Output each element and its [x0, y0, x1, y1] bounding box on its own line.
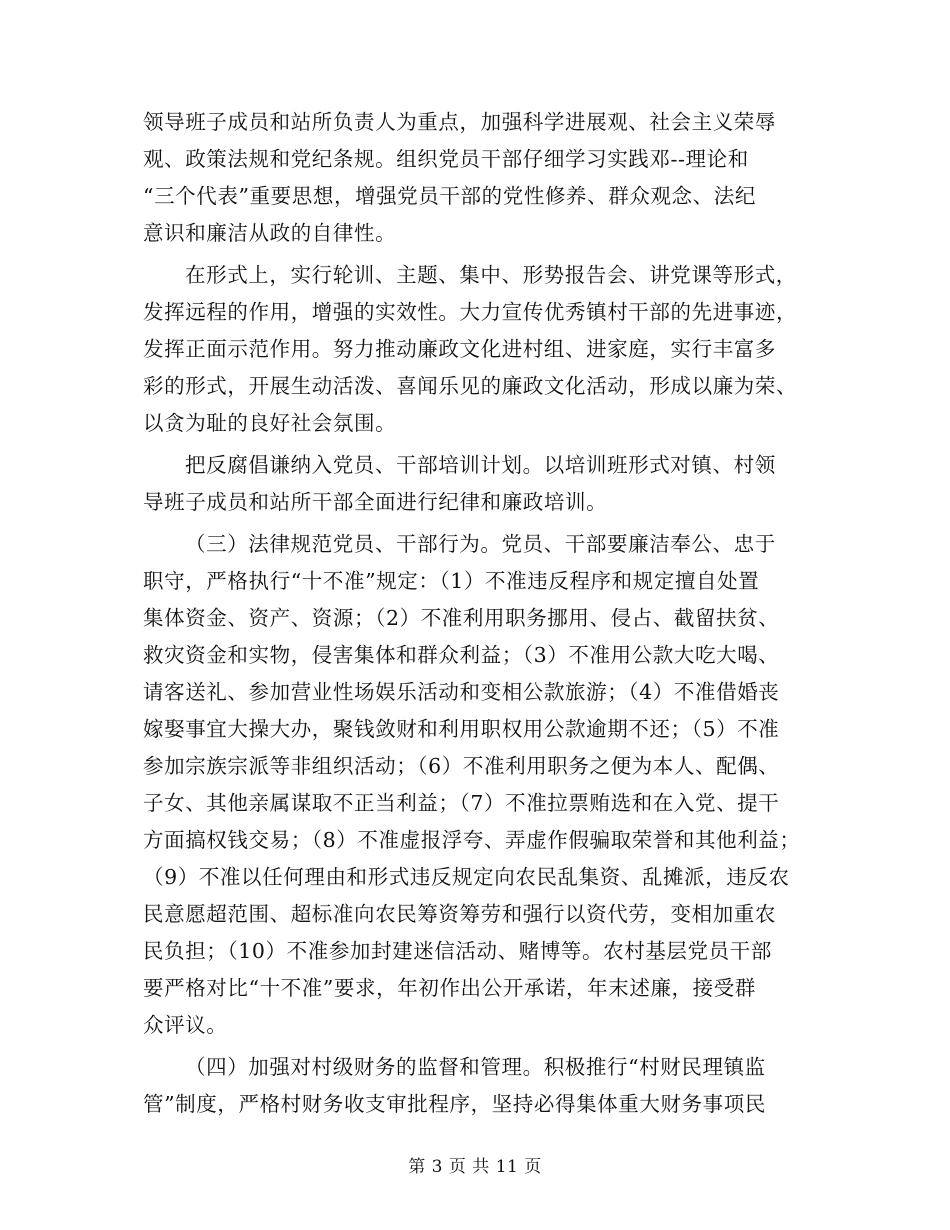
text-line: 以贪为耻的良好社会氛围。 [143, 411, 397, 435]
text-line: 观、政策法规和党纪条规。组织党员干部仔细学习实践邓--理论和 [143, 147, 749, 171]
text-line: 民意愿超范围、超标准向农民筹资筹劳和强行以资代劳，变相加重农 [143, 902, 776, 926]
text-line: 领导班子成员和站所负责人为重点，加强科学进展观、社会主义荣辱 [143, 110, 776, 134]
text-line: 导班子成员和站所干部全面进行纪律和廉政培训。 [143, 490, 608, 514]
document-body [143, 104, 808, 1123]
text-line: 管”制度，严格村财务收支审批程序，坚持必得集体重大财务事项民 [143, 1092, 766, 1116]
paragraph [143, 104, 808, 252]
text-line: 发挥正面示范作用。努力推动廉政文化进村组、进家庭，实行丰富多 [143, 337, 776, 361]
paragraph [143, 257, 808, 442]
paragraph [143, 447, 808, 521]
text-line: 要严格对比“十不准”要求，年初作出公开承诺，年末述廉，接受群 [143, 976, 756, 1000]
text-line: 把反腐倡谦纳入党员、干部培训计划。以培训班形式对镇、村领 [185, 453, 776, 477]
text-line: 发挥远程的作用，增强的实效性。大力宣传优秀镇村干部的先进事迹， [143, 300, 798, 324]
text-line: 民负担；（10）不准参加封建迷信活动、赌博等。农村基层党员干部 [143, 939, 772, 963]
text-line: 在形式上，实行轮训、主题、集中、形势报告会、讲党课等形式， [185, 263, 797, 287]
text-line: 请客送礼、参加营业性场娱乐活动和变相公款旅游；（4）不准借婚丧 [143, 680, 780, 704]
page-footer: 第 3 页 共 11 页 [408, 1157, 542, 1177]
text-line: （四）加强对村级财务的监督和管理。积极推行“村财民理镇监 [185, 1055, 766, 1079]
text-line: 救灾资金和实物，侵害集体和群众利益；（3）不准用公款大吃大喝、 [143, 643, 780, 667]
paragraph [143, 526, 808, 1044]
text-line: （9）不准以任何理由和形式违反规定向农民乱集资、乱摊派，违反农 [143, 865, 790, 889]
text-line: 众评议。 [143, 1013, 228, 1037]
paragraph [143, 1049, 808, 1123]
text-line: （三）法律规范党员、干部行为。党员、干部要廉洁奉公、忠于 [185, 532, 776, 556]
text-line: 子女、其他亲属谋取不正当利益；（7）不准拉票贿选和在入党、提干 [143, 791, 780, 815]
text-line: “三个代表”重要思想，增强党员干部的党性修养、群众观念、法纪 [143, 184, 756, 208]
text-line: 集体资金、资产、资源；（2）不准利用职务挪用、侵占、截留扶贫、 [143, 606, 780, 630]
text-line: 职守，严格执行“十不准”规定：（1）不准违反程序和规定擅自处置 [143, 569, 760, 593]
text-line: 参加宗族宗派等非组织活动；（6）不准利用职务之便为本人、配偶、 [143, 754, 780, 778]
text-line: 彩的形式，开展生动活泼、喜闻乐见的廉政文化活动，形成以廉为荣、 [143, 374, 798, 398]
text-line: 意识和廉洁从政的自律性。 [143, 221, 397, 245]
text-line: 嫁娶事宜大操大办，聚钱敛财和利用职权用公款逾期不还；（5）不准 [143, 717, 780, 741]
text-line: 方面搞权钱交易；（8）不准虚报浮夸、弄虚作假骗取荣誉和其他利益； [143, 828, 801, 852]
